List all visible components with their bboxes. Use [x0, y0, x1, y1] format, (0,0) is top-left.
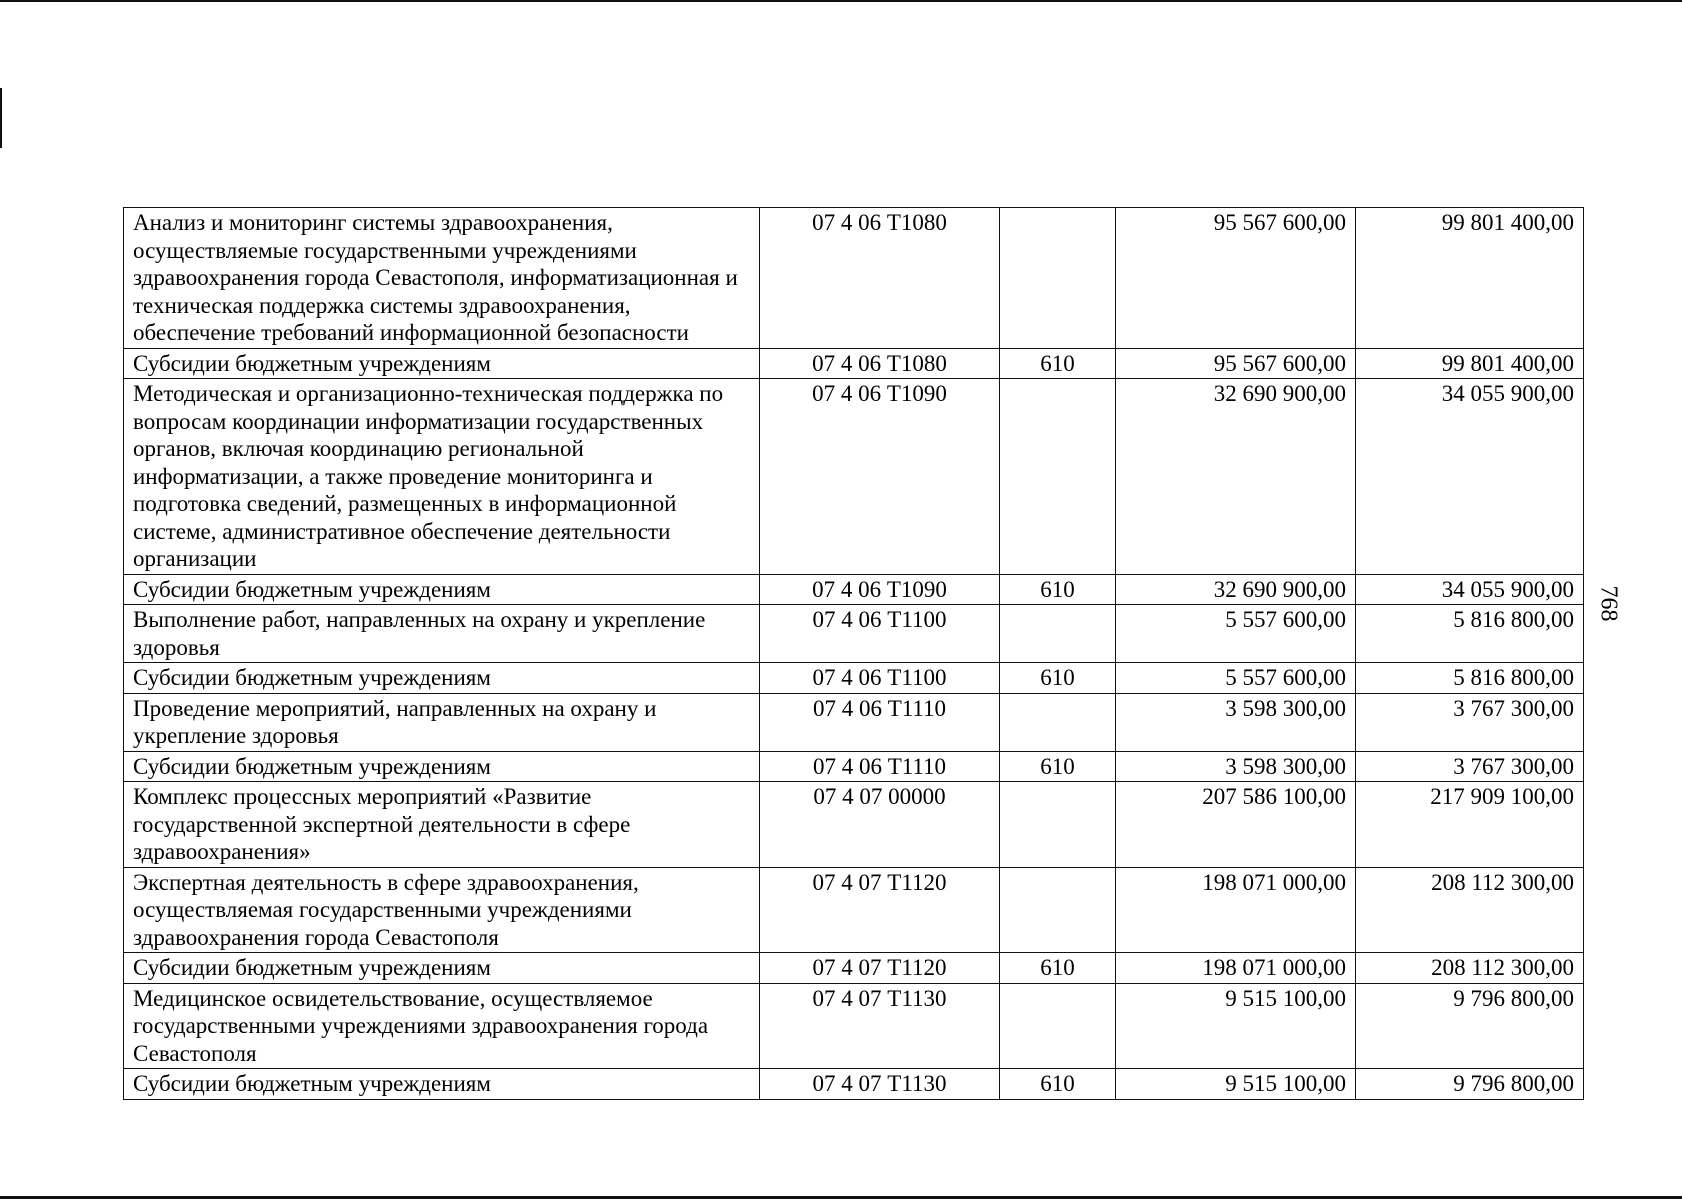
- table-row: [124, 983, 1584, 1069]
- table-row: [124, 348, 1584, 379]
- row-code: 07 4 06 Т1100: [760, 605, 1000, 663]
- row-expense-type: [1000, 208, 1116, 349]
- row-sum-1: 5 557 600,00: [1116, 605, 1356, 663]
- row-sum-2: 34 055 900,00: [1356, 574, 1584, 605]
- row-name: Субсидии бюджетным учреждениям: [124, 751, 760, 782]
- scan-top-edge: [0, 0, 1682, 2]
- row-sum-2: 5 816 800,00: [1356, 605, 1584, 663]
- row-name: Анализ и мониторинг системы здравоохранения, осуществляемые государственными учреждениями здравоохранения города Севастополя, информатизационная и техническая поддержка системы здравоохранения, обеспечение требований информационной безопасности: [124, 208, 760, 349]
- row-sum-1: 32 690 900,00: [1116, 379, 1356, 575]
- row-sum-1: 95 567 600,00: [1116, 208, 1356, 349]
- row-code: 07 4 06 Т1090: [760, 574, 1000, 605]
- row-expense-type: 610: [1000, 953, 1116, 984]
- row-code: 07 4 07 Т1130: [760, 983, 1000, 1069]
- table-row: [124, 663, 1584, 694]
- table-row: [124, 208, 1584, 349]
- row-code: 07 4 06 Т1110: [760, 751, 1000, 782]
- table-row: [124, 953, 1584, 984]
- row-sum-2: 217 909 100,00: [1356, 782, 1584, 868]
- row-sum-2: 5 816 800,00: [1356, 663, 1584, 694]
- row-sum-1: 9 515 100,00: [1116, 983, 1356, 1069]
- row-name: Медицинское освидетельствование, осуществляемое государственными учреждениями здравоохранения города Севастополя: [124, 983, 760, 1069]
- budget-table: [123, 207, 1584, 1100]
- row-code: 07 4 06 Т1080: [760, 208, 1000, 349]
- row-code: 07 4 06 Т1100: [760, 663, 1000, 694]
- row-sum-1: 9 515 100,00: [1116, 1069, 1356, 1100]
- scan-left-mark: [0, 88, 2, 148]
- table-row: [124, 867, 1584, 953]
- row-sum-1: 198 071 000,00: [1116, 953, 1356, 984]
- row-expense-type: [1000, 983, 1116, 1069]
- row-code: 07 4 07 Т1120: [760, 867, 1000, 953]
- page-number: 768: [1595, 585, 1622, 622]
- table-row: [124, 574, 1584, 605]
- row-sum-2: 99 801 400,00: [1356, 348, 1584, 379]
- row-sum-1: 207 586 100,00: [1116, 782, 1356, 868]
- row-code: 07 4 06 Т1110: [760, 693, 1000, 751]
- row-name: Проведение мероприятий, направленных на охрану и укрепление здоровья: [124, 693, 760, 751]
- row-sum-1: 5 557 600,00: [1116, 663, 1356, 694]
- row-code: 07 4 07 Т1120: [760, 953, 1000, 984]
- row-sum-1: 198 071 000,00: [1116, 867, 1356, 953]
- row-code: 07 4 06 Т1090: [760, 379, 1000, 575]
- row-expense-type: [1000, 605, 1116, 663]
- row-expense-type: [1000, 693, 1116, 751]
- table-row: [124, 751, 1584, 782]
- row-sum-2: 3 767 300,00: [1356, 751, 1584, 782]
- row-sum-1: 32 690 900,00: [1116, 574, 1356, 605]
- row-sum-1: 3 598 300,00: [1116, 751, 1356, 782]
- row-expense-type: 610: [1000, 348, 1116, 379]
- row-name: Субсидии бюджетным учреждениям: [124, 574, 760, 605]
- table-row: [124, 379, 1584, 575]
- row-name: Комплекс процессных мероприятий «Развитие государственной экспертной деятельности в сфере здравоохранения»: [124, 782, 760, 868]
- row-sum-2: 9 796 800,00: [1356, 1069, 1584, 1100]
- row-sum-1: 95 567 600,00: [1116, 348, 1356, 379]
- row-expense-type: 610: [1000, 663, 1116, 694]
- row-name: Методическая и организационно-техническая поддержка по вопросам координации информатизации государственных органов, включая координацию региональной информатизации, а также проведение мониторинга и подготовка сведений, размещенных в информационной системе, административное обеспечение деятельности организации: [124, 379, 760, 575]
- row-name: Субсидии бюджетным учреждениям: [124, 953, 760, 984]
- row-expense-type: [1000, 867, 1116, 953]
- row-name: Субсидии бюджетным учреждениям: [124, 1069, 760, 1100]
- row-expense-type: [1000, 379, 1116, 575]
- table-row: [124, 693, 1584, 751]
- table-row: [124, 782, 1584, 868]
- row-sum-2: 99 801 400,00: [1356, 208, 1584, 349]
- row-name: Экспертная деятельность в сфере здравоохранения, осуществляемая государственными учреждениями здравоохранения города Севастополя: [124, 867, 760, 953]
- row-expense-type: [1000, 782, 1116, 868]
- row-code: 07 4 07 00000: [760, 782, 1000, 868]
- row-sum-1: 3 598 300,00: [1116, 693, 1356, 751]
- row-name: Субсидии бюджетным учреждениям: [124, 663, 760, 694]
- row-sum-2: 9 796 800,00: [1356, 983, 1584, 1069]
- scan-bottom-edge: [0, 1196, 1682, 1199]
- row-expense-type: 610: [1000, 751, 1116, 782]
- row-sum-2: 34 055 900,00: [1356, 379, 1584, 575]
- row-code: 07 4 06 Т1080: [760, 348, 1000, 379]
- row-sum-2: 208 112 300,00: [1356, 953, 1584, 984]
- row-expense-type: 610: [1000, 574, 1116, 605]
- table-row: [124, 605, 1584, 663]
- row-name: Выполнение работ, направленных на охрану и укрепление здоровья: [124, 605, 760, 663]
- row-sum-2: 3 767 300,00: [1356, 693, 1584, 751]
- row-name: Субсидии бюджетным учреждениям: [124, 348, 760, 379]
- row-code: 07 4 07 Т1130: [760, 1069, 1000, 1100]
- table-row: [124, 1069, 1584, 1100]
- row-expense-type: 610: [1000, 1069, 1116, 1100]
- row-sum-2: 208 112 300,00: [1356, 867, 1584, 953]
